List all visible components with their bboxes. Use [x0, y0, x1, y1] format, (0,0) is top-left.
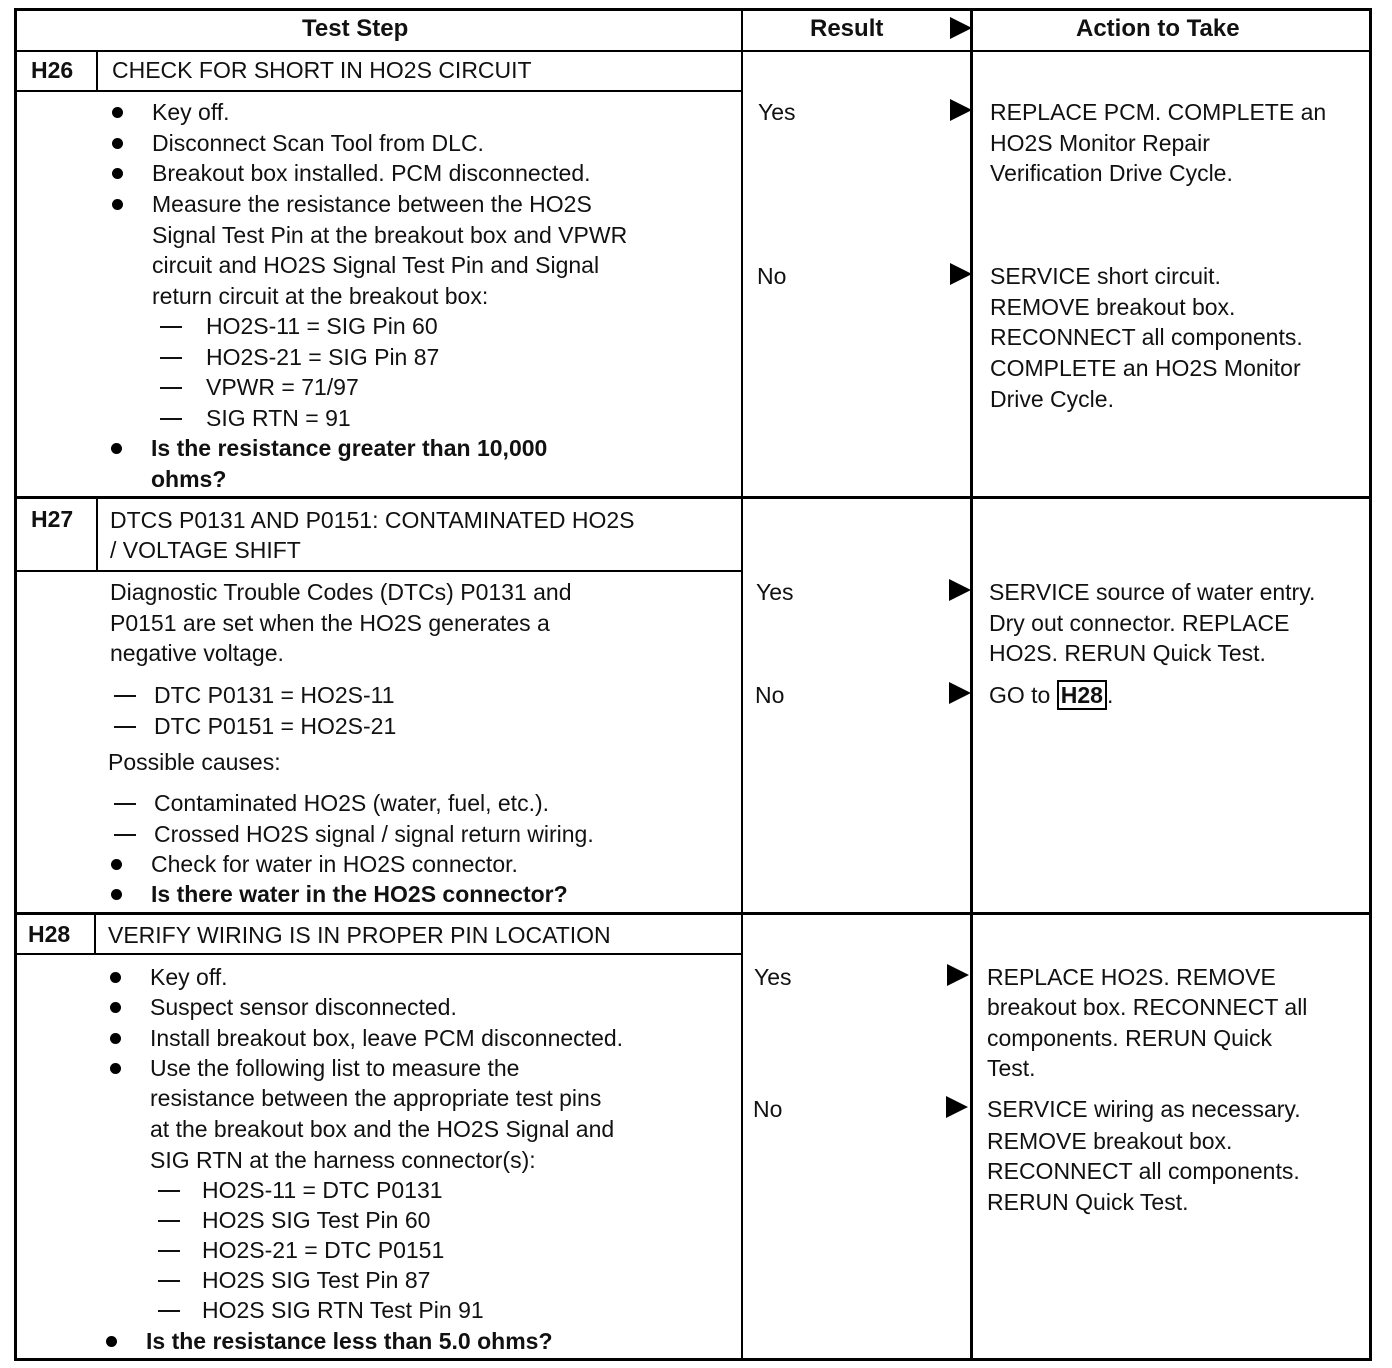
h27-id-divider: [96, 498, 98, 571]
h26-title: CHECK FOR SHORT IN HO2S CIRCUIT: [112, 57, 532, 83]
dash-icon: [114, 834, 136, 836]
h26-no-label: No: [757, 263, 787, 289]
h28-yes-action-4: Test.: [987, 1055, 1036, 1081]
column-divider-step-result: [741, 8, 743, 1361]
dash-icon: [158, 1280, 180, 1282]
h28-yes-label: Yes: [754, 964, 792, 990]
dash-icon: [158, 1250, 180, 1252]
h28-pin-2: HO2S SIG Test Pin 60: [202, 1207, 431, 1233]
bullet-icon: [111, 889, 122, 900]
h26-yes-action-1: REPLACE PCM. COMPLETE an: [990, 99, 1327, 125]
h26-yes-action-3: Verification Drive Cycle.: [990, 160, 1233, 186]
dash-icon: [160, 387, 182, 389]
bullet-icon: [112, 107, 123, 118]
dash-icon: [114, 803, 136, 805]
h28-id-divider: [94, 914, 96, 954]
h28-step-4-line3: at the breakout box and the HO2S Signal and: [150, 1116, 615, 1142]
h26-step-id: H26: [31, 57, 74, 83]
h27-yes-action-1: SERVICE source of water entry.: [989, 579, 1316, 605]
h26-step-4-line1: Measure the resistance between the HO2S: [152, 191, 592, 217]
table-border-left: [14, 8, 17, 1361]
h28-no-action-3: RECONNECT all components.: [987, 1158, 1300, 1184]
h28-pin-1: HO2S-11 = DTC P0131: [202, 1177, 443, 1203]
h27-yes-label: Yes: [756, 579, 794, 605]
h27-causes-label: Possible causes:: [108, 749, 281, 775]
bullet-icon: [110, 1033, 121, 1044]
h26-step-4-line4: return circuit at the breakout box:: [152, 283, 489, 309]
h26-step-4-line2: Signal Test Pin at the breakout box and VPWR: [152, 222, 628, 248]
h28-pin-5: HO2S SIG RTN Test Pin 91: [202, 1297, 484, 1323]
h27-no-action-prefix: GO to: [989, 682, 1057, 708]
h28-yes-action-1: REPLACE HO2S. REMOVE: [987, 964, 1276, 990]
h26-pin-1: HO2S-11 = SIG Pin 60: [206, 313, 438, 339]
dash-icon: [160, 357, 182, 359]
dash-icon: [160, 326, 182, 328]
h27-intro-line3: negative voltage.: [110, 640, 284, 666]
bullet-icon: [110, 1063, 121, 1074]
h27-intro-line1: Diagnostic Trouble Codes (DTCs) P0131 and: [110, 579, 572, 605]
h28-step-2: Suspect sensor disconnected.: [150, 994, 457, 1020]
h26-no-action-5: Drive Cycle.: [990, 386, 1114, 412]
bullet-icon: [111, 859, 122, 870]
table-border-top: [14, 8, 1372, 11]
h27-title-underline: [14, 570, 743, 572]
h26-id-divider: [96, 50, 98, 92]
h27-title-line1: DTCS P0131 AND P0151: CONTAMINATED HO2S: [110, 507, 635, 533]
h26-pin-4: SIG RTN = 91: [206, 405, 351, 431]
h26-step-4-line3: circuit and HO2S Signal Test Pin and Signal: [152, 252, 600, 278]
h26-pin-3: VPWR = 71/97: [206, 374, 359, 400]
h27-no-action-suffix: .: [1106, 682, 1114, 708]
arrow-icon: [947, 964, 969, 986]
h28-pin-4: HO2S SIG Test Pin 87: [202, 1267, 431, 1293]
header-result: Result: [810, 15, 884, 42]
h26-no-action-4: COMPLETE an HO2S Monitor: [990, 355, 1301, 381]
dash-icon: [158, 1220, 180, 1222]
bullet-icon: [106, 1336, 117, 1347]
h28-step-4-line4: SIG RTN at the harness connector(s):: [150, 1147, 536, 1173]
h26-step-2: Disconnect Scan Tool from DLC.: [152, 130, 484, 156]
dash-icon: [158, 1310, 180, 1312]
bullet-icon: [110, 1002, 121, 1013]
row-separator-h26-h27: [14, 496, 1372, 499]
table-border-bottom: [14, 1358, 1372, 1361]
h28-no-action-2: REMOVE breakout box.: [987, 1128, 1233, 1154]
h28-step-id: H28: [28, 921, 71, 947]
h28-reference-link[interactable]: H28: [1057, 680, 1107, 710]
h26-yes-action-2: HO2S Monitor Repair: [990, 130, 1210, 156]
h27-yes-action-3: HO2S. RERUN Quick Test.: [989, 640, 1266, 666]
h28-yes-action-2: breakout box. RECONNECT all: [987, 994, 1308, 1020]
h26-no-action-1: SERVICE short circuit.: [990, 263, 1221, 289]
h28-step-4-line2: resistance between the appropriate test pins: [150, 1085, 602, 1111]
h27-yes-action-2: Dry out connector. REPLACE: [989, 610, 1290, 636]
h26-step-3: Breakout box installed. PCM disconnected.: [152, 160, 591, 186]
h26-question-line1: Is the resistance greater than 10,000: [151, 435, 548, 461]
dash-icon: [114, 726, 136, 728]
header-action: Action to Take: [1076, 15, 1240, 42]
h27-cause-2: Crossed HO2S signal / signal return wiring.: [154, 821, 594, 847]
h28-title: VERIFY WIRING IS IN PROPER PIN LOCATION: [108, 922, 611, 948]
h27-intro-line2: P0151 are set when the HO2S generates a: [110, 610, 550, 636]
h27-check: Check for water in HO2S connector.: [151, 851, 518, 877]
h28-step-3: Install breakout box, leave PCM disconnected.: [150, 1025, 624, 1051]
h28-step-1: Key off.: [150, 964, 228, 990]
table-border-right: [1369, 8, 1372, 1361]
h28-pin-3: HO2S-21 = DTC P0151: [202, 1237, 445, 1263]
h28-question: Is the resistance less than 5.0 ohms?: [146, 1328, 553, 1354]
h28-step-4-line1: Use the following list to measure the: [150, 1055, 520, 1081]
bullet-icon: [110, 972, 121, 983]
h28-no-label: No: [753, 1096, 783, 1122]
h27-no-action: [989, 680, 1113, 711]
bullet-icon: [112, 199, 123, 210]
bullet-icon: [112, 168, 123, 179]
arrow-icon: [949, 682, 971, 704]
h26-no-action-3: RECONNECT all components.: [990, 324, 1303, 350]
arrow-icon: [950, 263, 972, 285]
h27-question: Is there water in the HO2S connector?: [151, 881, 568, 907]
h28-title-underline: [14, 953, 743, 955]
row-separator-h27-h28: [14, 912, 1372, 915]
h26-yes-label: Yes: [758, 99, 796, 125]
h28-no-action-1: SERVICE wiring as necessary.: [987, 1096, 1301, 1122]
h27-cause-1: Contaminated HO2S (water, fuel, etc.).: [154, 790, 550, 816]
dash-icon: [114, 695, 136, 697]
h26-pin-2: HO2S-21 = SIG Pin 87: [206, 344, 440, 370]
h26-title-underline: [14, 90, 743, 92]
h27-step-id: H27: [31, 506, 74, 532]
h27-no-label: No: [755, 682, 785, 708]
h27-dtc-2: DTC P0151 = HO2S-21: [154, 713, 397, 739]
h26-question-line2: ohms?: [151, 466, 227, 492]
h28-yes-action-3: components. RERUN Quick: [987, 1025, 1273, 1051]
arrow-icon: [949, 579, 971, 601]
h26-no-action-2: REMOVE breakout box.: [990, 294, 1236, 320]
h28-no-action-4: RERUN Quick Test.: [987, 1189, 1189, 1215]
h27-title-line2: / VOLTAGE SHIFT: [110, 537, 301, 563]
h26-step-1: Key off.: [152, 99, 230, 125]
arrow-icon: [946, 1096, 968, 1118]
header-test-step: Test Step: [302, 15, 409, 42]
bullet-icon: [111, 443, 122, 454]
dash-icon: [158, 1190, 180, 1192]
header-arrow-icon: [950, 17, 972, 39]
h27-dtc-1: DTC P0131 = HO2S-11: [154, 682, 395, 708]
bullet-icon: [112, 138, 123, 149]
arrow-icon: [950, 99, 972, 121]
header-underline: [14, 50, 1372, 52]
dash-icon: [160, 418, 182, 420]
